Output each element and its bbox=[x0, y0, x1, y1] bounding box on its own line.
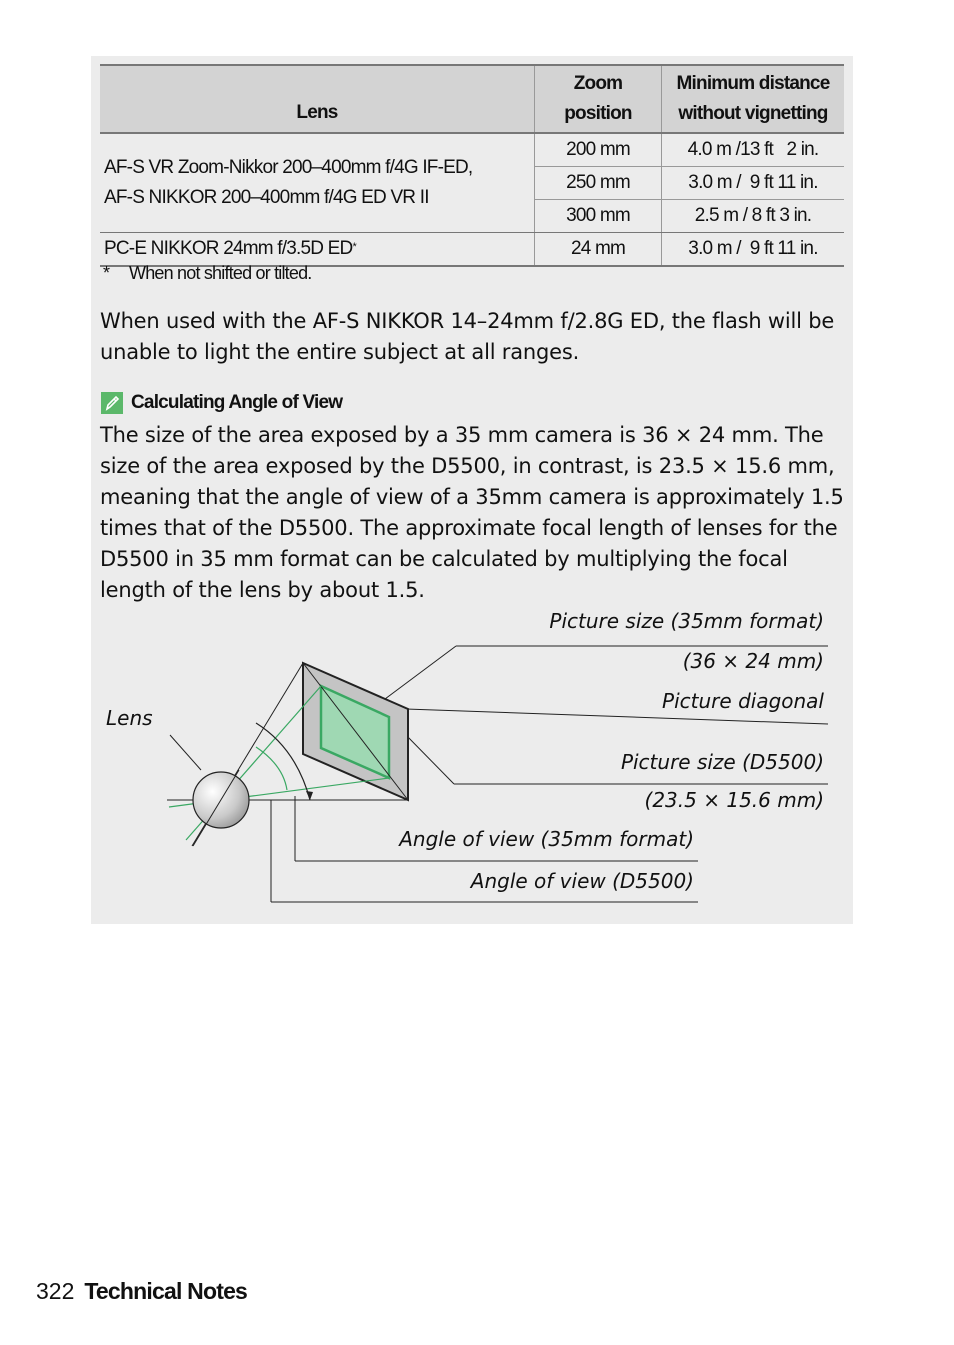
label-picture-size-35: Picture size (35mm format) bbox=[549, 609, 824, 633]
lens-cell-pc-e bbox=[100, 233, 535, 267]
lens-name: AF-S VR Zoom-Nikkor 200–400mm f/4G IF-ED, bbox=[104, 157, 473, 178]
pencil-note-icon bbox=[101, 392, 123, 414]
table-header-row bbox=[100, 65, 844, 133]
label-picture-size-35-dims: (36 × 24 mm) bbox=[682, 649, 824, 673]
header-zoom: Zoom position bbox=[535, 65, 662, 133]
footnote-text: When not shifted or tilted. bbox=[129, 263, 312, 283]
note-body: The size of the area exposed by a 35 mm camera is 36 × 24 mm. The size of the area exposed by the D5500, in contrast, is 23.5 × 15.6 mm, meaning that the angle of view of a 35mm camera is approximately 1.5 times that of the D5500. The approximate focal length of lenses for the D5500 in 35 mm format can be calculated by multiplying the focal length of the lens by about 1.5. bbox=[100, 423, 844, 602]
vignetting-table bbox=[100, 64, 844, 267]
label-angle-35: Angle of view (35mm format) bbox=[399, 827, 694, 851]
arc-angle-35 bbox=[256, 723, 310, 800]
arc-angle-d5500 bbox=[256, 747, 287, 790]
table-footnote bbox=[103, 263, 312, 284]
label-angle-d5500: Angle of view (D5500) bbox=[470, 869, 694, 893]
lens-name: AF-S NIKKOR 200–400mm f/4G ED VR II bbox=[104, 187, 429, 208]
note-title: Calculating Angle of View bbox=[131, 392, 343, 413]
distance-cell: 3.0 m / 9 ft 11 in. bbox=[662, 167, 845, 200]
footnote-mark: * bbox=[103, 263, 110, 283]
label-picture-size-d5500-dims: (23.5 × 15.6 mm) bbox=[644, 788, 824, 812]
header-distance: Minimum distance without vignetting bbox=[662, 65, 845, 133]
header-lens: Lens bbox=[100, 65, 535, 133]
label-picture-size-d5500: Picture size (D5500) bbox=[620, 750, 824, 774]
section-title: Technical Notes bbox=[84, 1278, 248, 1304]
leader-picture-size-35 bbox=[385, 646, 456, 699]
zoom-cell: 300 mm bbox=[535, 200, 662, 233]
distance-cell: 4.0 m /13 ft 2 in. bbox=[662, 133, 845, 167]
zoom-cell: 200 mm bbox=[535, 133, 662, 167]
flash-paragraph: When used with the AF-S NIKKOR 14–24mm f/2.8G ED, the flash will be unable to light the entire subject at all ranges. bbox=[100, 309, 835, 364]
leader-lens bbox=[170, 735, 201, 770]
angle-of-view-diagram bbox=[91, 600, 853, 910]
lens-name: PC-E NIKKOR 24mm f/3.5D ED bbox=[104, 238, 353, 259]
zoom-cell: 250 mm bbox=[535, 167, 662, 200]
note-heading bbox=[101, 392, 342, 414]
zoom-cell: 24 mm bbox=[535, 233, 662, 267]
leader-picture-size-d5500 bbox=[403, 732, 454, 784]
label-picture-diagonal: Picture diagonal bbox=[662, 689, 824, 713]
lens-cell-zoom-nikkor bbox=[100, 133, 535, 233]
footnote-marker: * bbox=[352, 241, 356, 253]
table-row bbox=[100, 133, 844, 167]
distance-cell: 3.0 m / 9 ft 11 in. bbox=[662, 233, 845, 267]
arc-arrow-icon bbox=[306, 791, 313, 800]
page-footer bbox=[36, 1278, 247, 1305]
page-number: 322 bbox=[36, 1278, 75, 1304]
table-row bbox=[100, 233, 844, 267]
distance-cell: 2.5 m / 8 ft 3 in. bbox=[662, 200, 845, 233]
label-lens: Lens bbox=[106, 706, 153, 730]
